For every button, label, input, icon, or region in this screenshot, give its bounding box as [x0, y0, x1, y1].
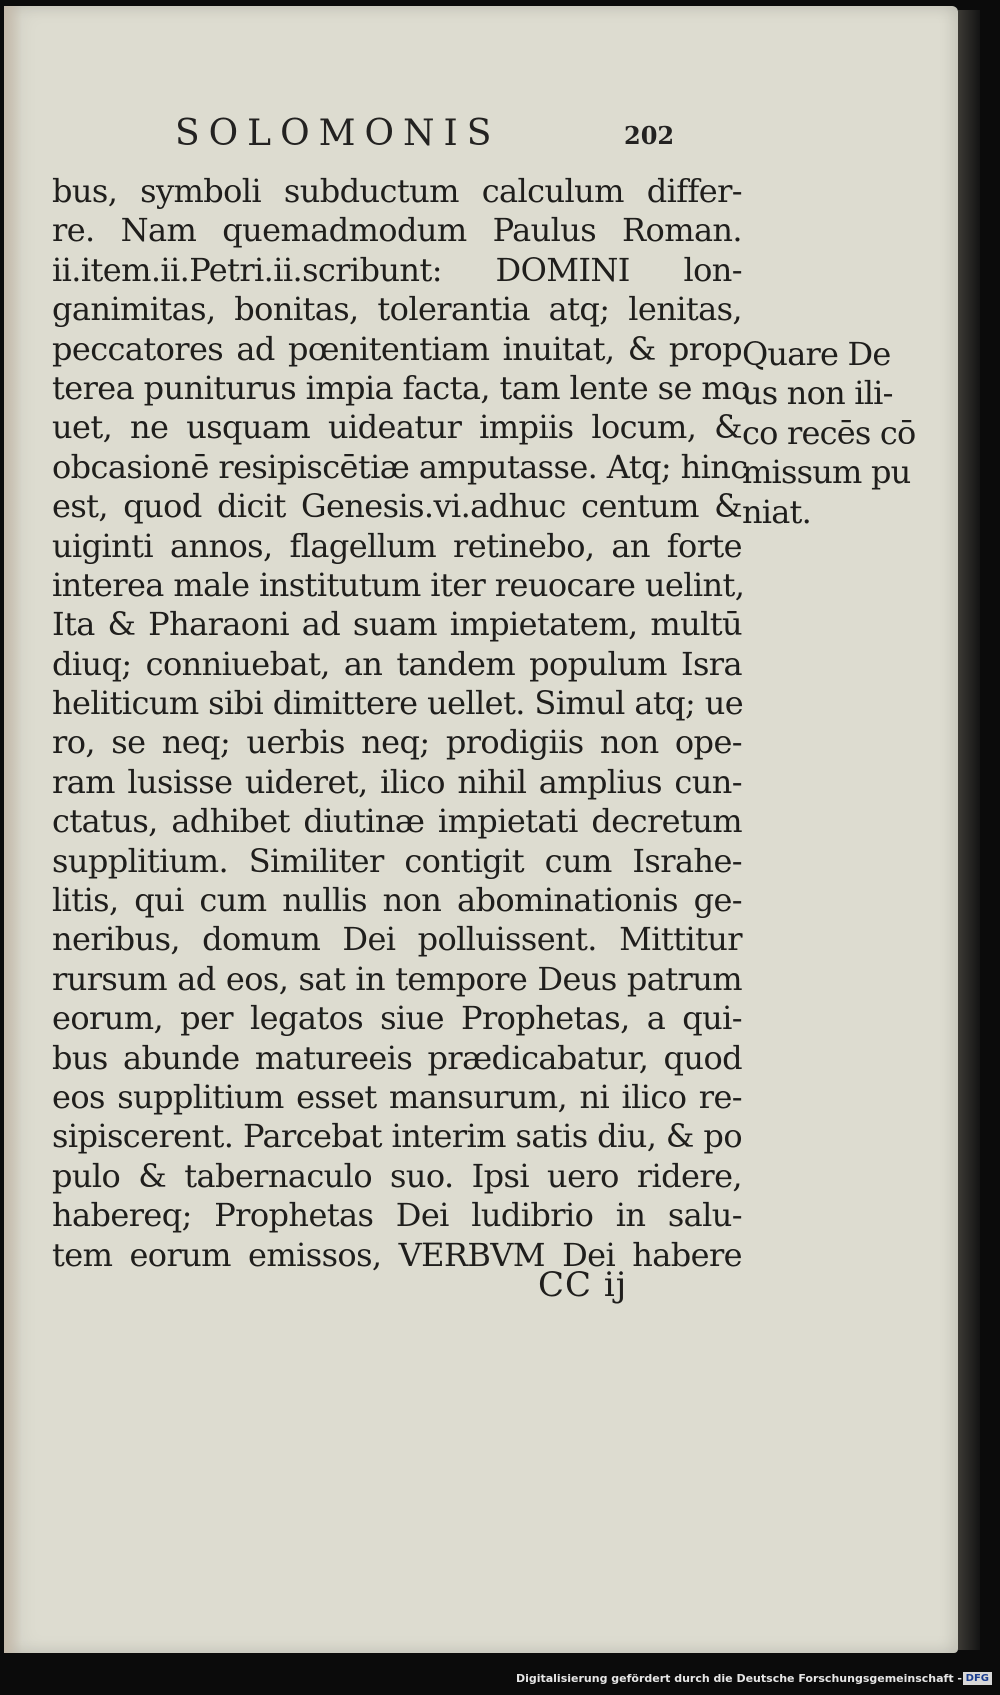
marginal-line: missum pu	[742, 453, 911, 492]
digitization-footer	[0, 1672, 1000, 1692]
marginal-line: Quare De	[742, 335, 891, 373]
text-line: uiginti annos, flagellum retinebo, an forte	[52, 526, 742, 565]
text-line: tem eorum emissos, VERBVM Dei habere	[52, 1235, 742, 1274]
text-line: ganimitas, bonitas, tolerantia atq; lenitas,	[52, 290, 742, 329]
funding-credit: Digitalisierung gefördert durch die Deutsche Forschungsgemeinschaft -	[515, 1672, 962, 1685]
text-line: peccatores ad pœnitentiam inuitat, & prop	[52, 329, 742, 368]
text-line: neribus, domum Dei polluissent. Mittitur	[52, 920, 742, 959]
text-line: pulo & tabernaculo suo. Ipsi uero ridere,	[52, 1156, 742, 1195]
folio-number: 202	[624, 121, 675, 150]
text-line: Ita & Pharaoni ad suam impietatem, multū	[52, 605, 742, 644]
text-line: interea male institutum iter reuocare uelint,	[52, 565, 745, 604]
text-line: uet, ne usquam uideatur impiis locum, &	[52, 408, 742, 447]
marginal-line: co recēs cō	[742, 413, 916, 452]
text-line: rursum ad eos, sat in tempore Deus patrum	[52, 959, 742, 998]
dfg-logo-icon: DFG	[963, 1672, 992, 1685]
text-line: bus, symboli subductum calculum differ-	[52, 172, 742, 210]
page-edge-shadow	[958, 10, 980, 1650]
text-line: obcasionē resipiscētiæ amputasse. Atq; hinc	[52, 447, 748, 486]
text-line: heliticum sibi dimittere uellet. Simul atq; ue	[52, 684, 744, 723]
text-line: diuq; conniuebat, an tandem populum Isra	[52, 644, 742, 683]
running-title: SOLOMONIS	[175, 113, 501, 154]
text-line: ram lusisse uideret, ilico nihil amplius cun-	[52, 762, 742, 801]
text-line: eos supplitium esset mansurum, ni ilico re-	[52, 1077, 742, 1116]
text-line: supplitium. Similiter contigit cum Israhe-	[52, 841, 742, 880]
text-line: litis, qui cum nullis non abominationis ge-	[52, 881, 742, 920]
page-header	[0, 113, 1000, 158]
text-line: bus abunde matureeis prædicabatur, quod	[52, 1038, 742, 1077]
text-line: terea puniturus impia facta, tam lente se mo	[52, 368, 750, 407]
marginal-line: niat.	[742, 492, 811, 531]
text-line: ii.item.ii.Petri.ii.scribunt: DOMINI lon-	[52, 250, 742, 289]
catchword-signature: CC ij	[538, 1265, 628, 1305]
marginal-note	[742, 335, 916, 532]
text-line: sipiscerent. Parcebat interim satis diu, & po	[52, 1117, 742, 1156]
text-line: habereq; Prophetas Dei ludibrio in salu-	[52, 1196, 742, 1235]
main-text-block	[52, 172, 750, 1275]
text-line: est, quod dicit Genesis.vi.adhuc centum &	[52, 487, 742, 526]
text-line: ctatus, adhibet diutinæ impietati decretum	[52, 802, 742, 841]
text-line: eorum, per legatos siue Prophetas, a qui-	[52, 999, 742, 1038]
text-line: re. Nam quemadmodum Paulus Roman.	[52, 211, 742, 250]
marginal-line: us non ili-	[742, 374, 893, 413]
text-line: ro, se neq; uerbis neq; prodigiis non ope-	[52, 723, 742, 762]
